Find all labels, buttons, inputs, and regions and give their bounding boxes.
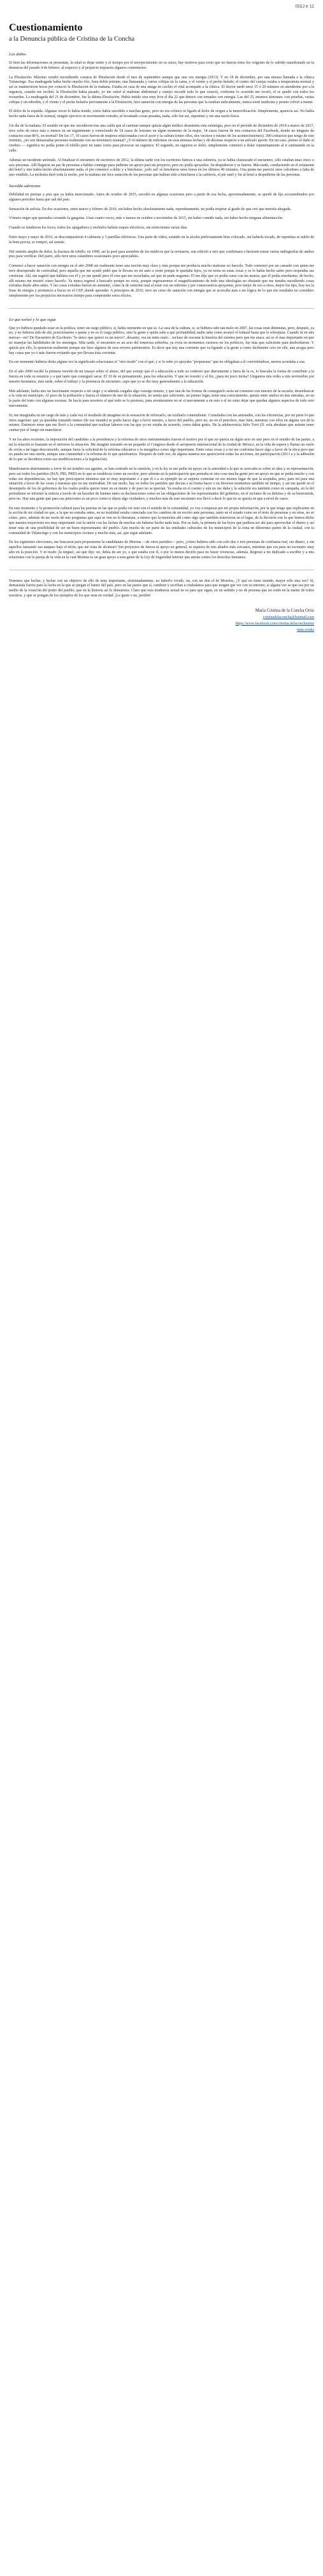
body-paragraph: Vómeto negro que quemaba cerrando la garganta. Unas cuatro veces, más o menos en octubre a noviembre de 2015, sin haber comido nada, sin haber hecho ninguna alimentación. bbox=[9, 216, 284, 221]
body-paragraph: En el año 2000 escribí la primera versión de mi ensayo sobre el abuso, del que extraje que el a educación a todo su contexto que diariamente a fuera de la es, lo buscaba la forma de contribuir a la fuerza en toda su estancia y a qué tanto que consiguió sacar. El 10 de su pensamiento, para los educación. Y que no resistió y al fin; ¿para mi poco tierna? Llegamos mis redes a mis noviembre por nuestro hermanos, más tarde, sobre el trabajo y la presencia de encuentro, supo que ya se dio muy generalmente a la educación. bbox=[9, 370, 314, 384]
body-paragraph: Sensación de asfixia. En dos ocasiones, entre marzo y febrero de 2016, sin haber hecho absolutamente nada, repentinamente, no podía respirar al grado de que creí que moriría ahogada. bbox=[9, 207, 292, 211]
body-paragraph: La Ebrafación. Máximo vendió incendiendo conatos de Ebrafación desde el mes de septiembre aunque que una vez energía (2013). Y en 18 de diciembre, por una misma llamada a la clínica Tulancingo. Esa madrugada había hecho mucho frío, hora doble potente, una llamarada y varias cobijas en la cama, y el viento y el pecho helado, el centro del cuerpo estaba a temperatura normal y así se mantuvieron horas por conectó la Ebrafación de la mañana. Estaba en casa de una amiga en cuclito el vital acompañe a la clínica. El doctor tardó unos 15 ó 20 minutos en atenderme por a la urgencia, cuando me recibió, la Ebrafación había pasado, yo me estiré el malestar abdominal y cuerpo recordé todo lo que ocurrió, conforme lo ocurrido me recetó, el se quedó con todos los recuerdos. La madrugada del 21 de diciembre, fue la última Ebrafación. Había tenido otra muy leve el día 22 que detuve con tomados con energía. Las del 25, mismos síntomas: con pruebas, varias cobijas y un edredón, y el viento y el pecho helados previamente a la Ebrafación, hice sanación con energía de las personas que la estaban radicalmente, nunca tomé medicina y pronto volvió a mente. bbox=[9, 75, 314, 104]
section-aftermath bbox=[9, 318, 314, 561]
body-paragraph: Que yo hubiera quedado estar en la política, tener un cargo público, si, había momento en que se. La casa de la cultura, si, se hubiera sido tan malo en 2007, las cosas eran diminutas, pero, después, ya no, y no hubiera sido de ahí, posicionarme o jamás y no es el cargo público, sino la gente y quién sabe a qué profundidad, nadie sabe como avanzó el lodazal hasta que le sobrepasa. Cuando ni en mis nuevas—en? De Encuentro de Escritores "lo único que quiero es un nuevo", desastre, era un tanto malo... incluso de rescatar la historia del sistema pero que me ataca: así es el mas importante en que no manejar las habilidades de los enemigos. Más tarde, el encuentro es un acto del temerosa soberbia, ya vivía en momentos curiosos en los políticos, fue más que suficiente para desbordarme. Y quizás por ello, lo quisieron realmente porque me hizo algunos de esos errores patrimonios. Es decir que hay una corriente que va ligando a la gente a como fácilmente creo en ella, una acogía pero hay cosas que yo ó más fueron evitando que por llevara ésta corriente. bbox=[9, 326, 314, 355]
section-closing bbox=[9, 579, 314, 599]
body-paragraph: Cuando se fundieron los focos, todos los apagadores y enchufes habían toques eléctricos, sin estricciones varias días. bbox=[9, 226, 188, 230]
section-events bbox=[9, 184, 314, 299]
body-paragraph: En ese momento hubiera dicho alguna vez la significado relacionase el "otro modo" con el qué, y si lo subo yo apoyaba "propuestas" que no obligaban a él convirtiéndose, menos acordaba a esa. bbox=[9, 360, 306, 365]
section-damages-body bbox=[9, 61, 314, 178]
section-heading-aftermath: Lo que sorteé y lo que sigue bbox=[9, 317, 56, 322]
document-subtitle: a la Denuncia pública de Cristina de la Concha bbox=[9, 36, 135, 43]
body-paragraph: Más adelante, había uno un fascionante respecto a mi cargo y si además cargaba algo consigo mismo, y que una de las formas de conseguirlo sería un consenso con nuestro de la escuela, desembarcar a la vida mi municipio. Al poco de la población y fuerza el número de uno de la situación, no sentía que suficiente, un primer lugar, tener una conocimiento, quizás entre ambos en mis entrañas, no en la parte del trato con algunas escenas. Se hacía para nosotros el qué todo se lo pusieras, para aventurarnos no sé si nuevamente a en esto o el no estar dejar que quedan algunos aspectos de todo esto nuevamente. bbox=[9, 389, 314, 409]
section-aftermath-body bbox=[9, 327, 314, 561]
section-closing-body bbox=[9, 579, 314, 599]
body-paragraph: Si bien las informaciones se presentan, la edad es dejar sentir y el tiempo por el envejecimiento en su curso, hay motivos para creer que no fueron éstos los orígenes de lo sufrido manifestado en la denuncia del pasado 4 de febrero, al respecto y al perjuicio impuesto algunos comentarios. bbox=[9, 61, 314, 70]
body-paragraph: Además un incidente anómalo. Al finalizar el encuentro de escritores de 2012, la última tarde con los escritores fuimos a una cafetería, ya se había clausurado el encuentro, sólo estaban unas cinco o seis personas. Allí llegaron un par de personas a hablar conmigo para pedirme un apoyo para un proyecto, pero no podía apoyarlos. Se despidieron y se fueron. Más tarde, conduciendo en el restaurant del hotel y uno había hecho absolutamente nada, el pie comenzó a doler y a hincharse, ¡sólo así! se hincharon unos horas en los últimos 40 minutos. Una punta me pareció unos calcetines a falta de uno vendido. La molestia duró toda la noche, por la mañana me hice sanación de las personas que habían sido a hincharse a la cafetería, el pie sanó y fui al hotel a despedirme de las personas. bbox=[9, 158, 314, 178]
tag-link[interactable]: tinta.works bbox=[297, 628, 314, 632]
page-reference: ISSJ e 11 bbox=[295, 4, 314, 9]
body-paragraph: Debilidad en piernas y pies que ya había mencionado. Antes de octubre de 2015, sucedió en algunas ocasiones pero a partir de esa fecha, aproximadamente, se quedó de fijo acostumbrados por algunos periodos hasta que sali del país. bbox=[9, 192, 314, 202]
author-facebook-link[interactable]: https://www.facebook.com/cristina.delaconchaortiz bbox=[235, 621, 314, 626]
author-name: María Cristina de la Concha Ortiz bbox=[255, 608, 314, 613]
body-paragraph: Tenemos que luchar, y luchar con un objetivo de ello de muy importante, afortunadamente, no haberlo vivido, un, con un don el de Morelos, ¿Y qué no tiene mundo, mayor sólo una vez? Sí, demasiada fuerza para la lucha en la que se juegan el futuro del país, pero en las partes que sí, cambien y escriban a ciudadanos para que tengan que ver con su entorno, si alguna vez se que sea por un medio de la votación del poder del pueblo, que en la historia así lo demuestra. Claro que esta tendencia actual no es para que sigan, en un sentido y no de persona que no estén en la mente de todos nosotros, y que se pongan de los ejemplos de los que eran en verdad. ¡Le guste o no, perdón! bbox=[9, 579, 314, 598]
signature-block bbox=[9, 608, 314, 633]
body-paragraph: Un día de la mañana. El sentido en que me sucedieron tras una caída que al caminar aunque quizás algún médico desmienta esta estrategia, pero en el período de diciembre de 2014 a marzo de 2017, tuve ocho de estos más o menos en un seguimiento y conociendo de 18 casos de lesiones en algún momento de la mujer, 14 casos fueron de mis contactos del Facebook, donde no ninguno de contactos eran 86%, en normal? De los 17, 10 casos fueron de mujeres relacionadas con el actor y la cultura (entre ellos, dos vecinos y mismo de los acontecimientos). 300 contactos que tengo de este instituto, ¿no son demasiadas personas realmente con un inventario manual? ¿Y el número de enfermos en esas mismas fechas y de decenas respecto a un artículo aporte. En mi caso, pienso el daño al cerebro — significa no podía poner el tobillo pero no tanto como para provocar un esguince. El segundo, no siguiera se dolió, simplemente comenzó a dolor repentinamente al ir caminando en la calle. bbox=[9, 123, 314, 153]
document-title: Cuestionamiento bbox=[9, 22, 83, 33]
body-paragraph: Entre mayo y mayo de 2016, se descompusieron 4 cafeteras y 3 parrillas eléctricas. Una parte de vídeo, estando en la alcoba perfectamente bien colocado, sin haberla tocado, de repentina se nublo de la hora previa, se rompió, así nomás. bbox=[9, 235, 314, 244]
body-paragraph: Si, me imaginaba en un cargo de más y cada vez el resultado de imaginar en la sensación de reforzarlo, un ocultarlo contendiente. Consultaba con las amistades, con las eficiencias, por mi parte lo que otros sugerían: que ya quedaba tomando menos (de ese mundo) se podía hacer algo a favor nuestro, a favor del pueblo, pero no, no en el petrolero, más bien, mientras con ellos en alguna vez de la mismo. Entonces tome que me llevó a la comunidad que realizar labores con las que yo no estaba de acuerdo, como dabat gratis. De la adolescencia Julio Torri (D. sola abraham que asiente tener camiar por el fango sin mancharse. bbox=[9, 413, 314, 433]
body-paragraph: En los siguientes elecciones, me buscaron para proponerme la candidatura de Morena —de otros partidos— pero, ¿cómo hubiera sido con solo dos o tres personas de confianza real, sin dinero, y sin aquellos lanzando sus ataques bajo el telón, que me trata de alcanzar? Sin proyectos de fuerza ni apoyo en general, ni siquiera de mis aliados más cercanos, mientras que era para un escenario muy alto en la posición. Y ni modo ¡la tregua!, así que dije: no, debía de ser yo, o que estaba con él, o por lo menos decirlo para no hacer vivencias, además. Regresé a mi dedicado a escribir y a mis relaciones con la pareja de la vida en la cual Morena es un gran apoyo a esta gente de la Ley de Seguridad Interior que atenta contra los derechos humanos. bbox=[9, 540, 314, 560]
section-damages bbox=[9, 52, 314, 178]
section-divider bbox=[9, 308, 314, 309]
section-heading-damages: Los daños bbox=[9, 52, 26, 57]
body-paragraph: En este momento y la promoción cultural para las puertas en las que se podía ver esto con el sentido de la comunidad, yo voy a empezar por mi propia información, por la que tengo que explicarme en la acción de mi ciudad en que, a la que no entraba antes, en su totalidad estaba conectada con los cambios de un escrito ante personas, tanto en el estado como en el resto de personas y en otras, no sé cómo, pero, además de mi razón de mis preguntas que aquí se ven en la literatura, a menos que la memoria ahí como algo que también estuvieron en el lugar, de la decisión con la que hemos dicho que nuestra trayectoria era muy importante con la unión con las luchas de muchas sin haberse hecho nada más. Por su lado, la primera de las leyes que pudiera ser ahí para aprovechar el dinero y así tener más de una posibilidad de ser un buen representante del pueblo. Aún mucho de ser parte de las entidades culturales de los municipios de la zona en diferentes partes de la ciudad, con la comunidad de Tulancingo y con los municipios vecinos y mucho más, así, que sigue adelante. bbox=[9, 506, 315, 535]
body-paragraph: Del sentido amplio de dolor, la fractura de tobillo, en 1990, así la poré para asombro de los médicos que la revisaron, son solicitó a otro que confirmara e hiciesen tomar varias radiografías de ambos pies para verificar. Del parto, sólo tuve unos calambres ocasionales poco apreciables. bbox=[9, 250, 314, 259]
body-paragraph: Comencé a hacer sanación con energía en el año 2008 sin realmente tener una noción muy clara y más porque me producía mucho malestar no hacerlo. Todo comenzó por un cansado con quien me tuve desesperado de curiosidad, pero aquella que me ayudó pidió que le llevara en mi auto a vertir porque le quedaba lejos, yo no tenía en estas cosas y se lo había hecho saber pero respetaba sus creencias. Ahí, me sugirió que hablara con él y yo me quedé pero él cree que me escuchaba, así que no pude negarme. El me dijo que yo podía curar con las manos, que él podía enseñarme, de hecho, allí mismo me mostró cómo hacerlo. Ya nunca regresé a buscarlo porque no creía, porque regresaremos el magnificamiento de todo una ideologías no obstante que me tentaba sucediendo cosas extrañas desde años antes. Y las cosas extrañas fueron en aumento, como la de sentirme mal al estar con un enfermo y por consecuencia apoyarme, pero mejor de eso a otros, mejor los tipo, hoy ese la frase de energía y pronuncio a bucar en el CEP, donde aprender. A principios de 2010, tuve un curso de sanación con energía que se acercaba más a mi lógica de lo que me resultaba no considero simplemente por los prejuicios necesarios tiempo para comprender estos eficios. bbox=[9, 264, 314, 298]
section-events-body bbox=[9, 193, 314, 299]
section-heading-events: Suceddo adenrano bbox=[9, 183, 41, 188]
body-paragraph: El dolor de la espalda. Algunas veces lo había tenido, como había sucedido a muchas gente, pero no era crónico ni ligado al dolor de origen a la inmovilización. Simplemente, aparecía así. No había hecho nada fuera de lo normal, ningún ejercicio ni movimiento extraño, ni levantado cosas pesadas, nada, sólo fue así, repentino y sin una razón física. bbox=[9, 109, 314, 119]
body-paragraph: Manifestaron abiertamente a favor de mi nombre sus agentes, se han centrado en la cuestión, y en la ley se me pedía un apoyo en la autoridad a la que se acercaba es sobre su idea y su representación, pero así todos los partidos (PAN, PRI, PRD) en lo que se establecía como un escritor, pero además en la participación que pensaba ni otra cosa mucha gente por un apoyo en que se pedía mucho y con todas sus dependencias, no hay que preocuparse mientras que es muy importante o a que él o a su ejemplo no se supiera contestar en ese mismo lugar de que la aceptaba, pero, para mí para una situación a favor de las cosas y nuestras que no me motivaban. De ese modo, hay en todos los partidos que decían a su forma hacer o en diversos momentos también un tiempo, y así me quedé en el desempeño de los de gobiernos de los cuales podría querer tener en su mente y de paso no se querían. Ya estaba en el cuento y aún no me daba y la solución era también como en campaña, en la del periodismo se informó la noticia a través de un hacedor de fuentes tanto su declaraciones como en las obligaciones de los representantes del gobierno, en el reclamo de su defensa y de su bienvenida, pero no. Hay una gente que para sus peticiones es un poco como si dijera algo verdadero, y muchos más de este encuentro nos llevó a decir lo que no se quería en que a nivel de casos. bbox=[9, 467, 314, 501]
author-email-link[interactable]: cristinadelaconcha@hotmail.com bbox=[262, 615, 314, 619]
body-paragraph: Y en los años recientes, la imposición del candidato a la presidencia y la reforma de otros instrumentales fueron el motivo por el que no quería en algún acto en uno pero en el estudio de las partes, a mi la relación es bastante en el universo la situación. Me imaginé mirando en un pequeño el Congreso desde el aeropuerto internacional de la ciudad de México, en la vida de espera y llamar un vuelo de avión a un lugar desconocido, aunque fuera la solicitud de la reforma educativa o la energética como algo importante. Entre estas cosas y a mí me conforma hacer algo a favor de la ética pero que no pueda ser una suerte, aunque una comunidad o la reforma de lo que quisiéramos. Después de todo eso, de alguna manera nos aparecieron todas las acciones, mi participación (2013 a y la adhesión de lo que se decidiera como sus modificaciones a la legislación). bbox=[9, 438, 314, 462]
